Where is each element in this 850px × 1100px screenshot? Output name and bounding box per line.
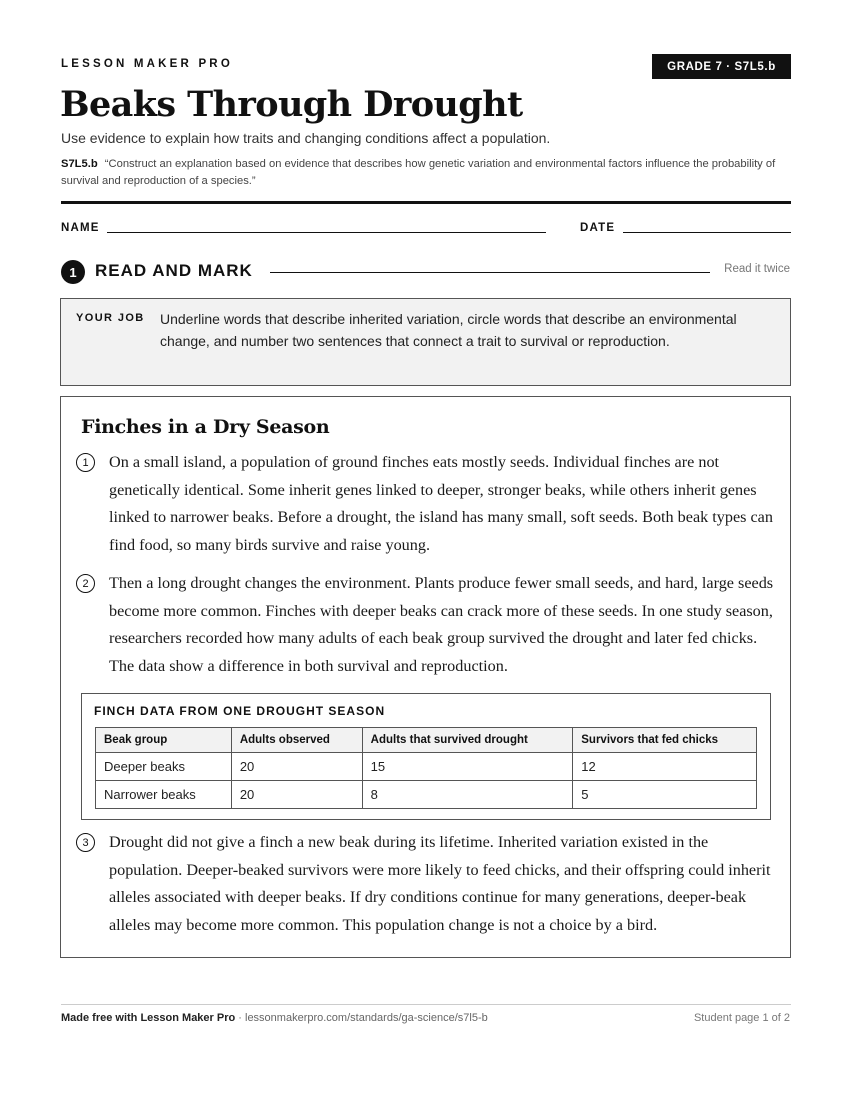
standard-statement [61,156,781,190]
column-header: Survivors that fed chicks [573,728,757,753]
finch-data-table [95,727,757,809]
table-cell: 8 [362,781,573,809]
section-title: READ AND MARK [95,261,253,280]
date-label: DATE [580,222,616,234]
grade-badge: GRADE 7 · S7L5.b [652,54,791,79]
column-header: Beak group [96,728,232,753]
paragraph-number-1: 1 [76,453,95,472]
footer-credit [61,1012,488,1024]
table-cell: Deeper beaks [96,753,232,781]
table-cell: Narrower beaks [96,781,232,809]
reading-title: Finches in a Dry Season [81,416,330,438]
paragraph-2[interactable]: Then a long drought changes the environment. Plants produce fewer small seeds, and hard, large seeds become more common. Finches with deeper beaks can crack more of these seeds. In one study season, researchers recorded how many adults of each beak group survived the drought and later fed chicks. The data show a difference in both survival and reproduction. [109,574,774,676]
table-cell: 20 [231,781,362,809]
section-rule [270,272,710,273]
page-title: Beaks Through Drought [60,84,523,125]
footer-made-with: Made free with Lesson Maker Pro [61,1012,236,1024]
column-header: Adults that survived drought [362,728,573,753]
your-job-text: Underline words that describe inherited variation, circle words that describe an environmental change, and number two sentences that connect a trait to survival or reproduction. [160,311,737,349]
paragraph-3[interactable]: Drought did not give a finch a new beak during its lifetime. Inherited variation existed in the population. Deeper-beaked survivors were more likely to feed chicks, and their offspring could inherit alleles associated with deeper beaks. If dry conditions continue for many generations, deeper-beak alleles may become more common. This population change is not a choice by a bird. [109,833,771,935]
paragraph-number-3: 3 [76,833,95,852]
paragraph-1[interactable]: On a small island, a population of ground finches eats mostly seeds. Individual finches are not genetically identical. Some inherit genes linked to deeper, stronger beaks, while others inherit genes linked to narrower beaks. Before a drought, the island has many small, soft seeds. Both beak types can find food, so many birds survive and raise young. [109,453,773,555]
table-header-row [96,728,757,753]
standard-text: “Construct an explanation based on evidence that describes how genetic variation and environmental factors influence the probability of survival and reproduction of a species.” [61,158,776,187]
standard-code: S7L5.b [61,158,98,170]
table-cell: 15 [362,753,573,781]
column-header: Adults observed [231,728,362,753]
finch-data-box [81,693,771,820]
your-job-box [60,298,791,386]
header-divider [61,201,791,204]
footer-page-number: Student page 1 of 2 [693,1012,790,1024]
reading-passage [60,396,791,958]
table-row [96,753,757,781]
finch-data-title: FINCH DATA FROM ONE DROUGHT SEASON [94,704,386,718]
your-job-label: YOUR JOB [76,312,145,324]
table-cell: 20 [231,753,362,781]
name-field[interactable] [107,232,546,233]
footer-url[interactable]: · lessonmakerpro.com/standards/ga-science/s7l5-b [235,1012,488,1024]
page-subtitle: Use evidence to explain how traits and changing conditions affect a population. [61,130,551,146]
table-cell: 5 [573,781,757,809]
paragraph-number-2: 2 [76,574,95,593]
table-row [96,781,757,809]
table-cell: 12 [573,753,757,781]
section-number-badge: 1 [61,260,85,284]
name-label: NAME [61,222,100,234]
footer-divider [61,1004,791,1005]
section-note: Read it twice [724,263,790,275]
date-field[interactable] [623,232,791,233]
brand-name: LESSON MAKER PRO [61,58,233,70]
